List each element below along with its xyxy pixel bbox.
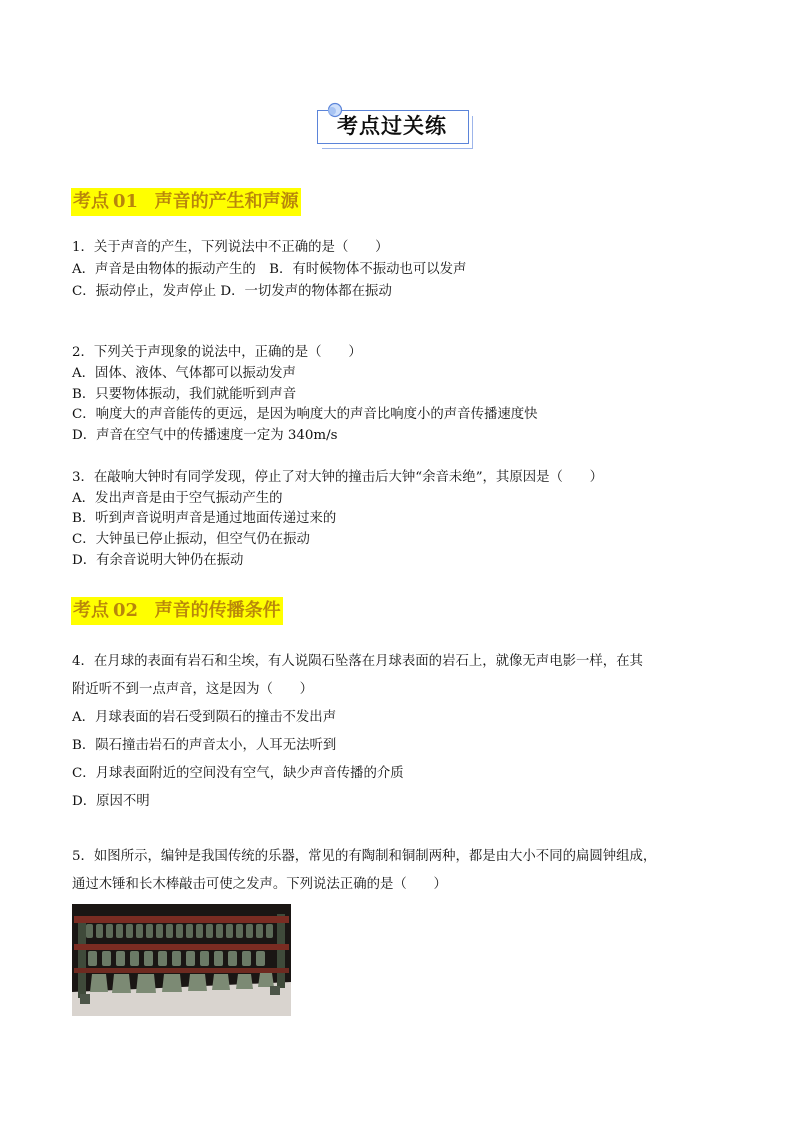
question-2-option: C．响度大的声音能传的更远，是因为响度大的声音比响度小的声音传播速度快: [72, 407, 538, 422]
question-4-option: C．月球表面附近的空间没有空气，缺少声音传播的介质: [72, 766, 404, 781]
question-4-stem: 4．在月球的表面有岩石和尘埃，有人说陨石坠落在月球表面的岩石上，就像无声电影一样，在其: [72, 654, 643, 669]
question-3-option: C．大钟虽已停止振动，但空气仍在振动: [72, 532, 310, 547]
question-5-stem: 5．如图所示，编钟是我国传统的乐器，常见的有陶制和铜制两种，都是由大小不同的扁圆钟组成，: [72, 849, 657, 864]
section-number: 02: [113, 600, 139, 621]
question-4-option: D．原因不明: [72, 794, 150, 809]
question-3-option: D．有余音说明大钟仍在振动: [72, 553, 244, 568]
question-3-option: B．听到声音说明声音是通过地面传递过来的: [72, 511, 337, 526]
question-4-stem: 附近听不到一点声音，这是因为（ ）: [72, 682, 314, 697]
question-1-option: C．振动停止，发声停止 D．一切发声的物体都在振动: [72, 284, 392, 299]
question-2-option: D．声音在空气中的传播速度一定为 340m/s: [72, 428, 338, 443]
question-3-stem: 3．在敲响大钟时有同学发现，停止了对大钟的撞击后大钟“余音未绝”，其原因是（ ）: [72, 470, 604, 485]
question-4-option: A．月球表面的岩石受到陨石的撞击不发出声: [72, 710, 337, 725]
question-4-option: B．陨石撞击岩石的声音太小，人耳无法听到: [72, 738, 337, 753]
bianzhong-photo: [72, 904, 291, 1016]
question-2-option: A．固体、液体、气体都可以振动发声: [72, 366, 296, 381]
section-label: 考点: [73, 191, 109, 212]
section-label: 考点: [73, 600, 109, 621]
section-heading-01: [71, 188, 301, 216]
question-3-option: A．发出声音是由于空气振动产生的: [72, 491, 283, 506]
question-5-stem: 通过木锤和长木棒敲击可使之发声。下列说法正确的是（ ）: [72, 877, 447, 892]
section-title: 声音的产生和声源: [154, 191, 299, 212]
question-1-option: A．声音是由物体的振动产生的 B．有时候物体不振动也可以发声: [72, 262, 467, 277]
section-title: 声音的传播条件: [154, 600, 281, 621]
section-heading-02: [71, 597, 283, 625]
section-number: 01: [113, 191, 139, 212]
question-2-stem: 2．下列关于声现象的说法中，正确的是（ ）: [72, 345, 362, 360]
question-2-option: B．只要物体振动，我们就能听到声音: [72, 387, 297, 402]
question-1-stem: 1．关于声音的产生，下列说法中不正确的是（ ）: [72, 240, 389, 255]
page-title: 考点过关练: [337, 114, 447, 138]
section-banner: [317, 110, 469, 146]
